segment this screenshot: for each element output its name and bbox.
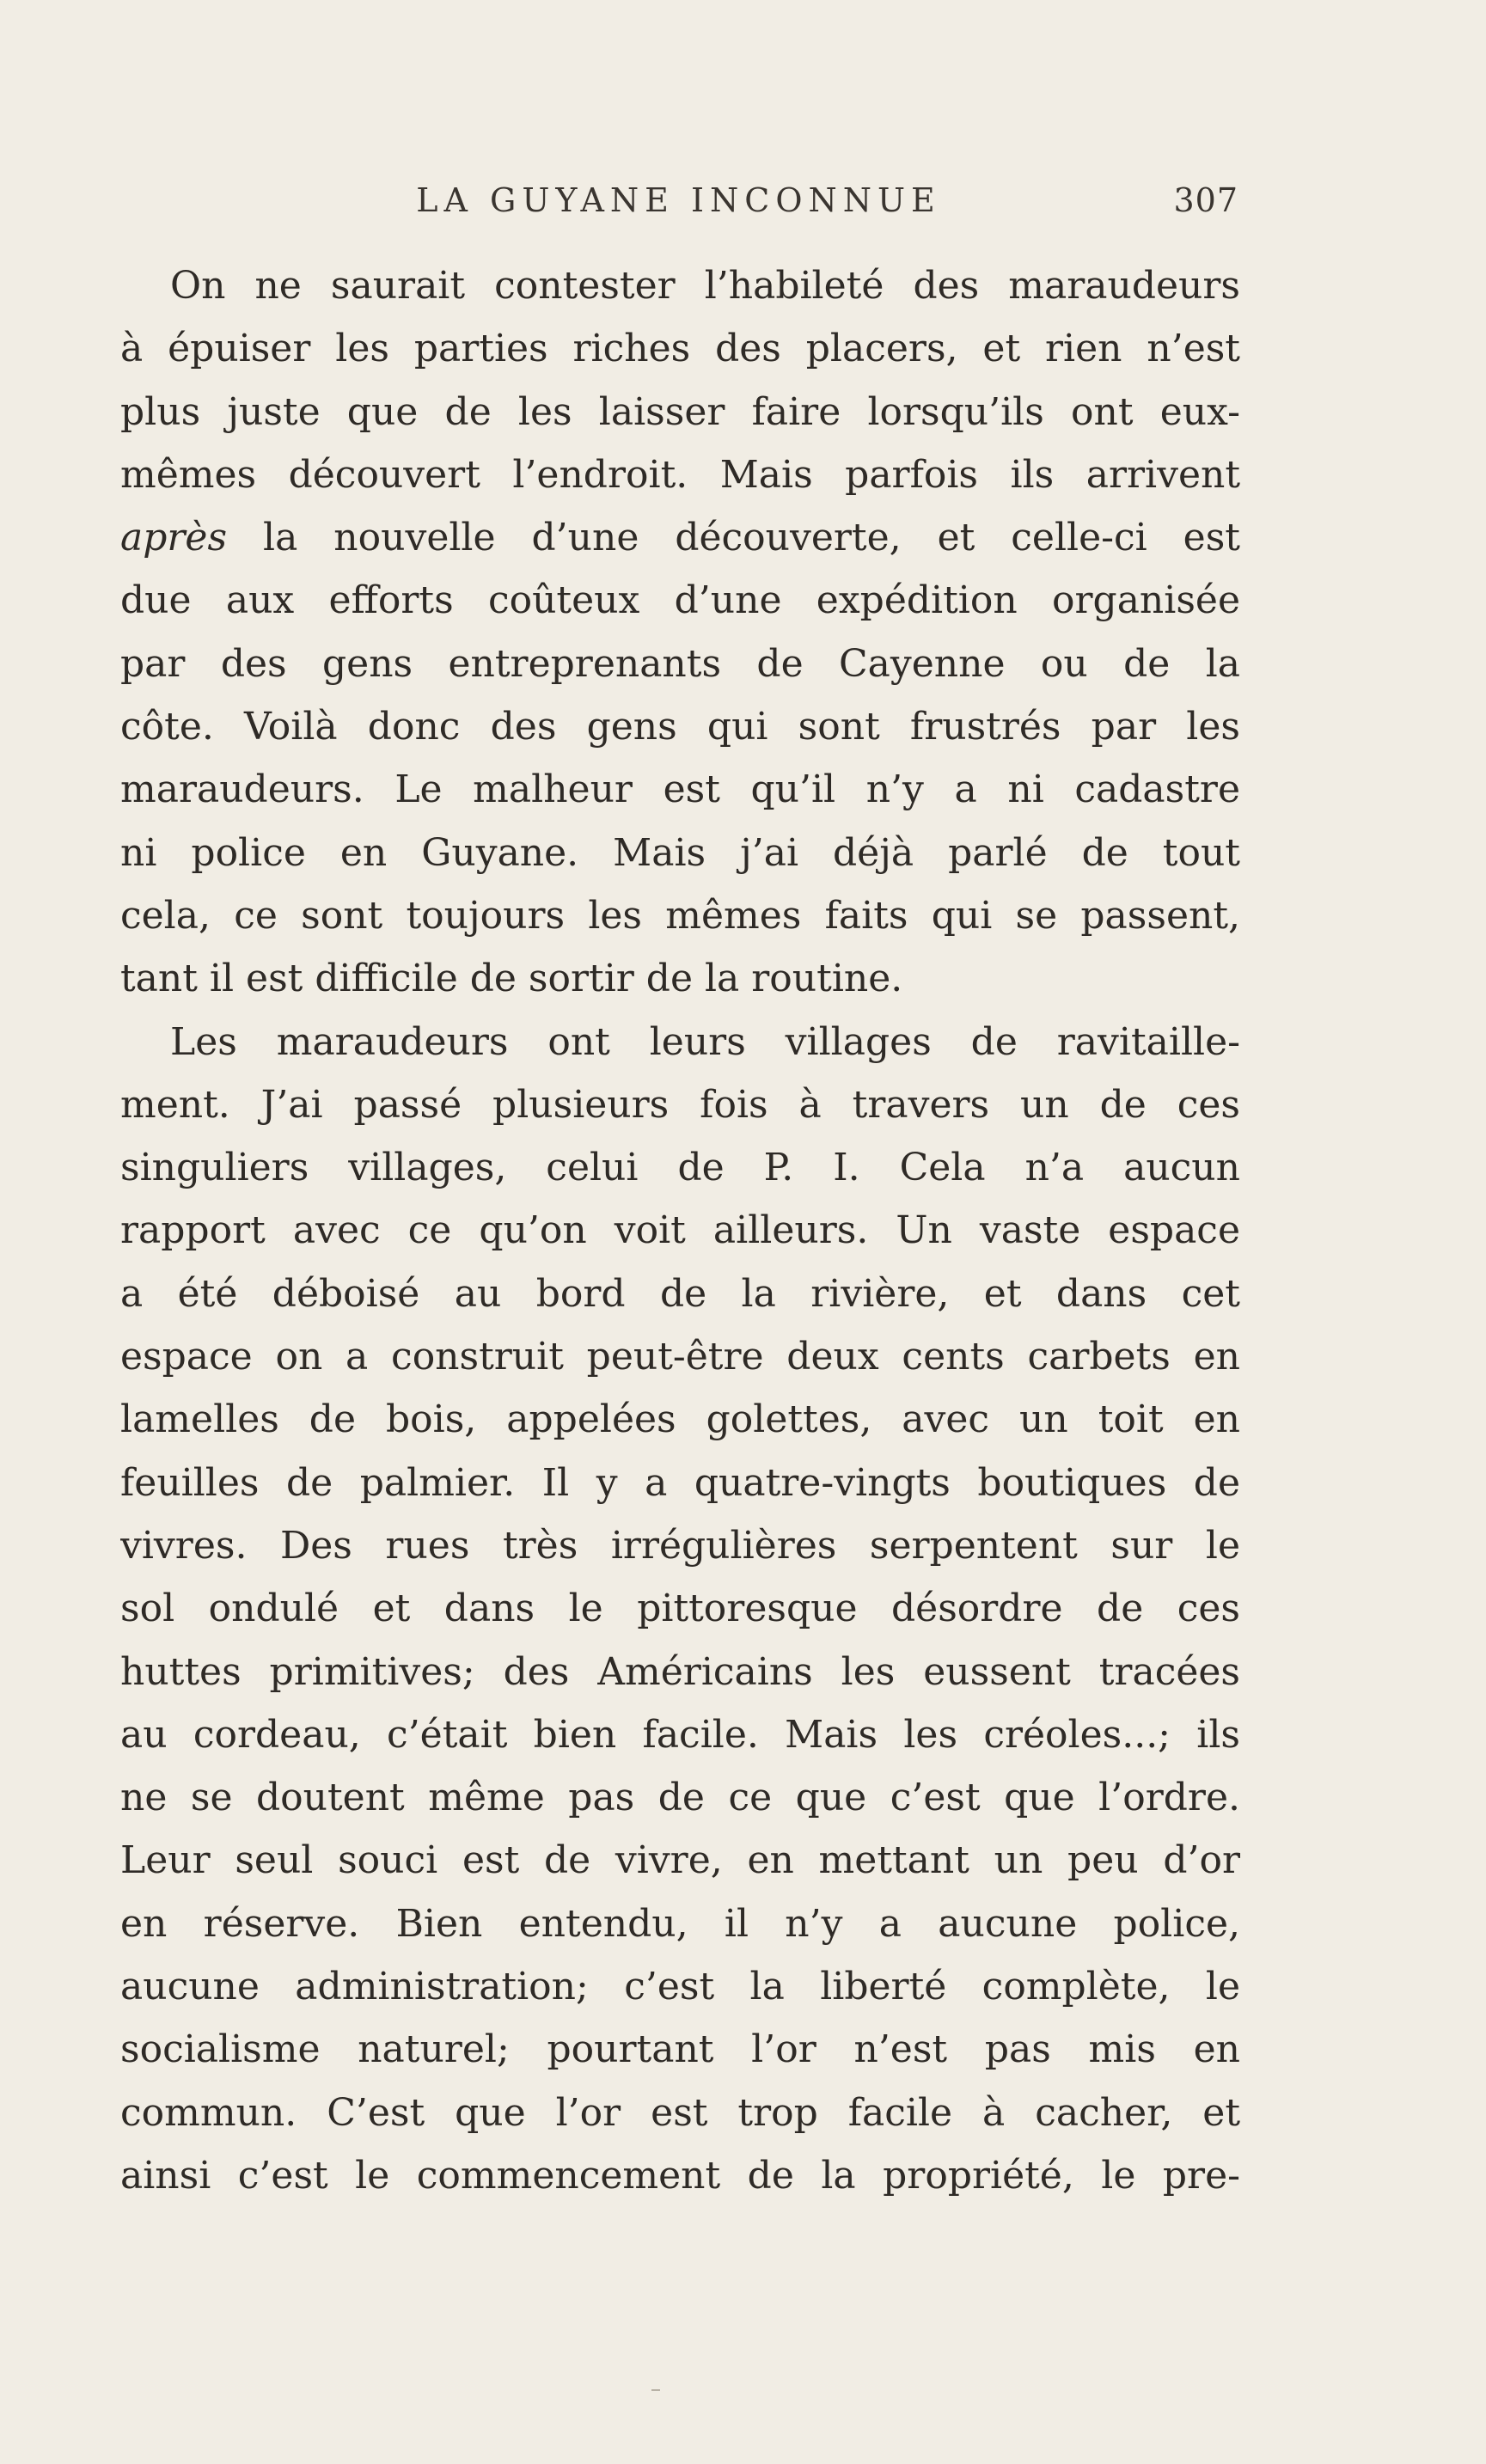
text-line: lamelles de bois, appelées golettes, avec un toit en [120, 1397, 1240, 1442]
text-line: à épuiser les parties riches des placers, et rien n’est [120, 327, 1240, 371]
text-line: en réserve. Bien entendu, il n’y a aucune police, [120, 1901, 1240, 1946]
page-number: 307 [1173, 181, 1238, 219]
text-line: ne se doutent même pas de ce que c’est que l’ordre. [120, 1776, 1240, 1820]
text-line: socialisme naturel; pourtant l’or n’est pas mis en [120, 2027, 1240, 2072]
page-mark [651, 2389, 660, 2391]
text-line: mêmes découvert l’endroit. Mais parfois ils arrivent [120, 452, 1240, 497]
paragraph-1 [120, 254, 1240, 1011]
text-line: espace on a construit peut-être deux cents carbets en [120, 1335, 1240, 1379]
text-line: au cordeau, c’était bien facile. Mais les créoles...; ils [120, 1712, 1240, 1757]
paragraph-2 [120, 1011, 1240, 2208]
running-header [119, 174, 1238, 226]
text-line: Les maraudeurs ont leurs villages de ravitaille- [170, 1019, 1240, 1064]
text-line: feuilles de palmier. Il y a quatre-vingts boutiques de [120, 1460, 1240, 1505]
body-text [120, 254, 1240, 2207]
text-line: par des gens entreprenants de Cayenne ou de la [120, 641, 1240, 686]
text-line: Leur seul souci est de vivre, en mettant un peu d’or [120, 1838, 1240, 1883]
text-line-with-italic [120, 506, 1240, 569]
text-line: plus juste que de les laisser faire lorsqu’ils ont eux- [120, 389, 1240, 434]
text-line: huttes primitives; des Américains les eussent tracées [120, 1649, 1240, 1694]
text-line: ment. J’ai passé plusieurs fois à travers un de ces [120, 1082, 1240, 1127]
text-line: côte. Voilà donc des gens qui sont frustrés par les [120, 705, 1240, 749]
text-line: aucune administration; c’est la liberté complète, le [120, 1965, 1240, 2009]
text-line-rest: la nouvelle d’une découverte, et celle-ci est [263, 516, 1240, 560]
text-line: maraudeurs. Le malheur est qu’il n’y a ni cadastre [120, 767, 1240, 812]
text-line: tant il est difficile de sortir de la routine. [120, 957, 903, 1001]
text-line: a été déboisé au bord de la rivière, et dans cet [120, 1271, 1240, 1316]
text-line: vivres. Des rues très irrégulières serpentent sur le [120, 1523, 1240, 1568]
text-line: commun. C’est que l’or est trop facile à cacher, et [120, 2090, 1240, 2135]
text-line: sol ondulé et dans le pittoresque désordre de ces [120, 1587, 1240, 1631]
text-line: cela, ce sont toujours les mêmes faits qui se passent, [120, 893, 1240, 938]
italic-word: après [120, 516, 228, 560]
text-line: ni police en Guyane. Mais j’ai déjà parlé de tout [120, 830, 1240, 875]
running-title: LA GUYANE INCONNUE [416, 181, 941, 219]
text-line: due aux efforts coûteux d’une expédition organisée [120, 578, 1240, 623]
text-line: ainsi c’est le commencement de la propriété, le pre- [120, 2153, 1240, 2198]
text-line: rapport avec ce qu’on voit ailleurs. Un vaste espace [120, 1208, 1240, 1253]
text-line: On ne saurait contester l’habileté des maraudeurs [170, 264, 1240, 308]
text-line: singuliers villages, celui de P. I. Cela n’a aucun [120, 1146, 1240, 1190]
